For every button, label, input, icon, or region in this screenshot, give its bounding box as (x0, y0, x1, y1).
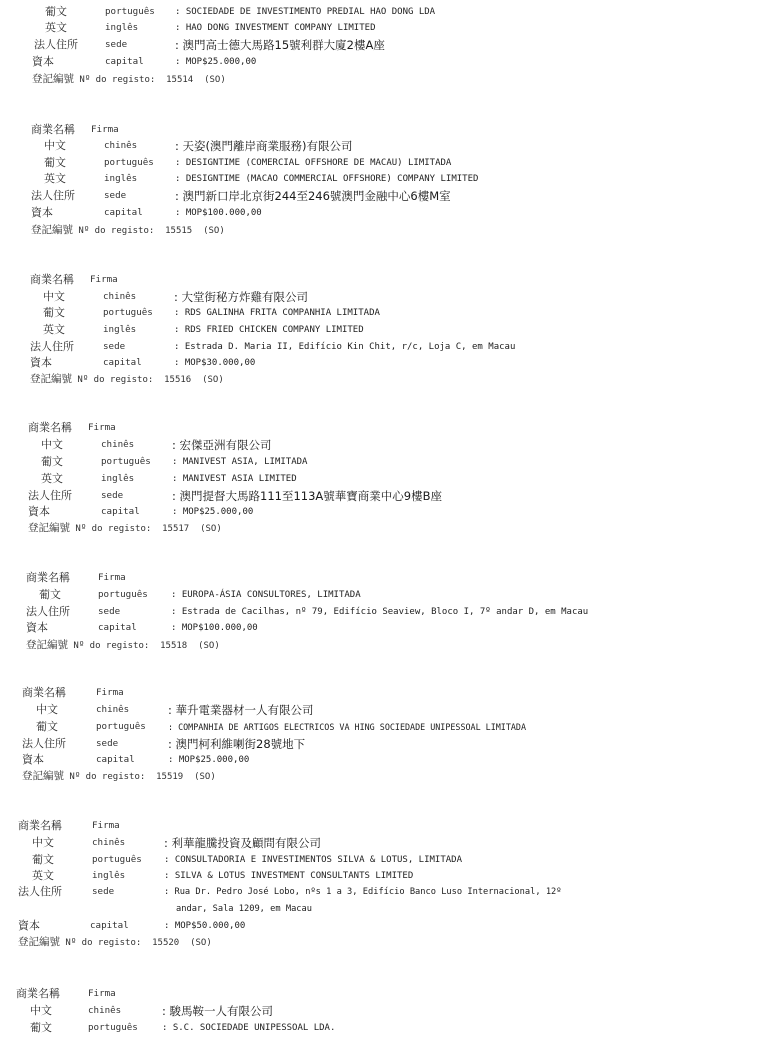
label-sede-zh: 法人住所 (28, 489, 72, 502)
label-chines-pt: chinês (101, 439, 135, 450)
label-ingles-zh: 英文 (43, 323, 65, 336)
chinese-name: : 宏傑亞洲有限公司 (172, 438, 272, 452)
label-portugues-pt: português (104, 157, 154, 168)
registration-number: 15515 (165, 226, 193, 236)
label-firma-pt: Firma (92, 820, 120, 831)
registration-number-line (32, 72, 226, 87)
label-registo-zh: 登記編號 (31, 224, 73, 236)
label-ingles-pt: inglês (105, 22, 139, 33)
chinese-name: : 利華龍騰投資及顧問有限公司 (164, 836, 322, 850)
label-firma-pt: Firma (88, 422, 116, 433)
chinese-name: : 大堂街秘方炸雞有限公司 (174, 290, 309, 304)
label-capital-pt: capital (104, 207, 143, 218)
label-portugues-pt: português (103, 307, 153, 318)
label-ingles-pt: inglês (101, 473, 135, 484)
chinese-name: : 駿馬鞍一人有限公司 (162, 1004, 274, 1018)
label-registo-zh: 登記編號 (28, 522, 70, 534)
label-chines-pt: chinês (88, 1005, 122, 1016)
label-firma-pt: Firma (90, 274, 118, 285)
portuguese-name: : EUROPA-ÁSIA CONSULTORES, LIMITADA (171, 590, 361, 600)
label-portugues-pt: português (98, 589, 148, 600)
label-capital-pt: capital (105, 56, 144, 67)
label-sede-pt: sede (98, 606, 121, 617)
label-sede-zh: 法人住所 (22, 737, 66, 750)
label-portugues-zh: 葡文 (30, 1021, 52, 1034)
label-registo-zh: 登記編號 (32, 73, 74, 85)
label-sede-pt: sede (105, 39, 128, 50)
english-name: : MANIVEST ASIA LIMITED (172, 474, 297, 484)
label-portugues-pt: português (105, 6, 155, 17)
label-capital-zh: 資本 (28, 505, 50, 518)
portuguese-name: : S.C. SOCIEDADE UNIPESSOAL LDA. (162, 1023, 336, 1033)
so-tag: (SO) (203, 226, 225, 236)
so-tag: (SO) (190, 938, 212, 948)
registration-number: 15519 (156, 772, 184, 782)
label-portugues-zh: 葡文 (41, 455, 63, 468)
english-name: : HAO DONG INVESTMENT COMPANY LIMITED (175, 23, 376, 33)
label-chines-pt: chinês (103, 291, 137, 302)
label-portugues-pt: português (96, 721, 146, 732)
label-chines-pt: chinês (104, 140, 138, 151)
label-registo-pt: Nº do registo: (79, 75, 156, 85)
so-tag: (SO) (198, 641, 220, 651)
capital-amount: : MOP$100.000,00 (175, 208, 262, 218)
label-chines-pt: chinês (96, 704, 130, 715)
label-portugues-zh: 葡文 (43, 306, 65, 319)
registered-address: : Estrada D. Maria II, Edifício Kin Chit, r/c, Loja C, em Macau (174, 342, 516, 352)
label-sede-zh: 法人住所 (18, 885, 62, 898)
so-tag: (SO) (200, 524, 222, 534)
portuguese-name: : MANIVEST ASIA, LIMITADA (172, 457, 308, 467)
label-registo-pt: Nº do registo: (65, 938, 142, 948)
label-registo-pt: Nº do registo: (69, 772, 146, 782)
so-tag: (SO) (202, 375, 224, 385)
label-chines-zh: 中文 (32, 836, 54, 849)
capital-amount: : MOP$100.000,00 (171, 623, 258, 633)
label-capital-zh: 資本 (32, 55, 54, 68)
registered-address: : 澳門新口岸北京街244至246號澳門金融中心6樓M室 (175, 189, 451, 203)
chinese-name: : 華升電業器材一人有限公司 (168, 703, 314, 717)
registration-number: 15517 (162, 524, 190, 534)
label-capital-zh: 資本 (31, 206, 53, 219)
label-capital-pt: capital (101, 506, 140, 517)
label-sede-pt: sede (104, 190, 127, 201)
label-ingles-pt: inglês (103, 324, 137, 335)
registration-number-line (28, 521, 222, 536)
label-chines-zh: 中文 (44, 139, 66, 152)
registration-number: 15520 (152, 938, 180, 948)
label-registo-zh: 登記編號 (18, 936, 60, 948)
portuguese-name: : CONSULTADORIA E INVESTIMENTOS SILVA & LOTUS, LIMITADA (164, 855, 463, 865)
label-portugues-zh: 葡文 (45, 5, 67, 18)
label-registo-zh: 登記編號 (30, 373, 72, 385)
label-ingles-zh: 英文 (41, 472, 63, 485)
label-registo-pt: Nº do registo: (75, 524, 152, 534)
label-capital-zh: 資本 (30, 356, 52, 369)
so-tag: (SO) (194, 772, 216, 782)
english-name: : DESIGNTIME (MACAO COMMERCIAL OFFSHORE) COMPANY LIMITED (175, 174, 479, 184)
registration-number-line (18, 935, 212, 950)
registered-address: : Rua Dr. Pedro José Lobo, nºs 1 a 3, Edifício Banco Luso Internacional, 12º (164, 887, 562, 897)
label-sede-zh: 法人住所 (30, 340, 74, 353)
label-sede-pt: sede (96, 738, 119, 749)
chinese-name: : 天姿(澳門離岸商業服務)有限公司 (175, 139, 353, 153)
label-ingles-zh: 英文 (45, 21, 67, 34)
capital-amount: : MOP$50.000,00 (164, 921, 246, 931)
registered-address: : 澳門提督大馬路111至113A號華寶商業中心9樓B座 (172, 489, 443, 503)
label-registo-zh: 登記編號 (22, 770, 64, 782)
portuguese-name: : RDS GALINHA FRITA COMPANHIA LIMITADA (174, 308, 380, 318)
label-chines-zh: 中文 (41, 438, 63, 451)
label-firma-zh: 商業名稱 (28, 421, 72, 434)
label-portugues-zh: 葡文 (44, 156, 66, 169)
label-portugues-zh: 葡文 (39, 588, 61, 601)
registration-number-line (31, 223, 225, 238)
label-capital-zh: 資本 (18, 919, 40, 932)
label-registo-pt: Nº do registo: (77, 375, 154, 385)
label-chines-zh: 中文 (43, 290, 65, 303)
label-sede-zh: 法人住所 (34, 38, 78, 51)
label-sede-zh: 法人住所 (26, 605, 70, 618)
label-firma-pt: Firma (88, 988, 116, 999)
registration-number-line (26, 638, 220, 653)
registration-number-line (22, 769, 216, 784)
capital-amount: : MOP$25.000,00 (175, 57, 257, 67)
label-chines-pt: chinês (92, 837, 126, 848)
registration-number: 15514 (166, 75, 194, 85)
capital-amount: : MOP$30.000,00 (174, 358, 256, 368)
label-sede-pt: sede (103, 341, 126, 352)
label-sede-pt: sede (92, 886, 115, 897)
portuguese-name: : COMPANHIA DE ARTIGOS ELECTRICOS VA HING SOCIEDADE UNIPESSOAL LIMITADA (168, 722, 526, 732)
label-sede-zh: 法人住所 (31, 189, 75, 202)
english-name: : SILVA & LOTUS INVESTMENT CONSULTANTS LIMITED (164, 871, 414, 881)
registered-address-continued: andar, Sala 1209, em Macau (176, 904, 312, 914)
capital-amount: : MOP$25.000,00 (172, 507, 254, 517)
registered-address: : Estrada de Cacilhas, nº 79, Edifício Seaview, Bloco I, 7º andar D, em Macau (171, 607, 589, 617)
label-ingles-zh: 英文 (32, 869, 54, 882)
label-capital-zh: 資本 (22, 753, 44, 766)
label-firma-pt: Firma (91, 124, 119, 135)
label-firma-zh: 商業名稱 (31, 123, 75, 136)
label-ingles-zh: 英文 (44, 172, 66, 185)
label-portugues-pt: português (92, 854, 142, 865)
so-tag: (SO) (204, 75, 226, 85)
registered-address: : 澳門高士德大馬路15號利群大廈2樓A座 (175, 38, 385, 52)
label-portugues-zh: 葡文 (36, 720, 58, 733)
portuguese-name: : DESIGNTIME (COMERCIAL OFFSHORE DE MACAU) LIMITADA (175, 158, 452, 168)
label-firma-zh: 商業名稱 (26, 571, 70, 584)
label-firma-zh: 商業名稱 (18, 819, 62, 832)
label-capital-pt: capital (90, 920, 129, 931)
label-firma-zh: 商業名稱 (30, 273, 74, 286)
label-firma-pt: Firma (96, 687, 124, 698)
portuguese-name: : SOCIEDADE DE INVESTIMENTO PREDIAL HAO DONG LDA (175, 7, 436, 17)
label-capital-pt: capital (103, 357, 142, 368)
label-chines-zh: 中文 (36, 703, 58, 716)
label-firma-zh: 商業名稱 (22, 686, 66, 699)
label-portugues-pt: português (88, 1022, 138, 1033)
label-chines-zh: 中文 (30, 1004, 52, 1017)
registration-number: 15518 (160, 641, 188, 651)
registration-number: 15516 (164, 375, 192, 385)
label-portugues-zh: 葡文 (32, 853, 54, 866)
capital-amount: : MOP$25.000,00 (168, 755, 250, 765)
label-capital-pt: capital (96, 754, 135, 765)
label-capital-pt: capital (98, 622, 137, 633)
label-portugues-pt: português (101, 456, 151, 467)
label-registo-pt: Nº do registo: (73, 641, 150, 651)
label-firma-zh: 商業名稱 (16, 987, 60, 1000)
label-capital-zh: 資本 (26, 621, 48, 634)
label-ingles-pt: inglês (92, 870, 126, 881)
label-firma-pt: Firma (98, 572, 126, 583)
label-registo-zh: 登記編號 (26, 639, 68, 651)
label-ingles-pt: inglês (104, 173, 138, 184)
english-name: : RDS FRIED CHICKEN COMPANY LIMITED (174, 325, 364, 335)
registered-address: : 澳門柯利維喇街28號地下 (168, 737, 306, 751)
label-registo-pt: Nº do registo: (78, 226, 155, 236)
registration-number-line (30, 372, 224, 387)
label-sede-pt: sede (101, 490, 124, 501)
